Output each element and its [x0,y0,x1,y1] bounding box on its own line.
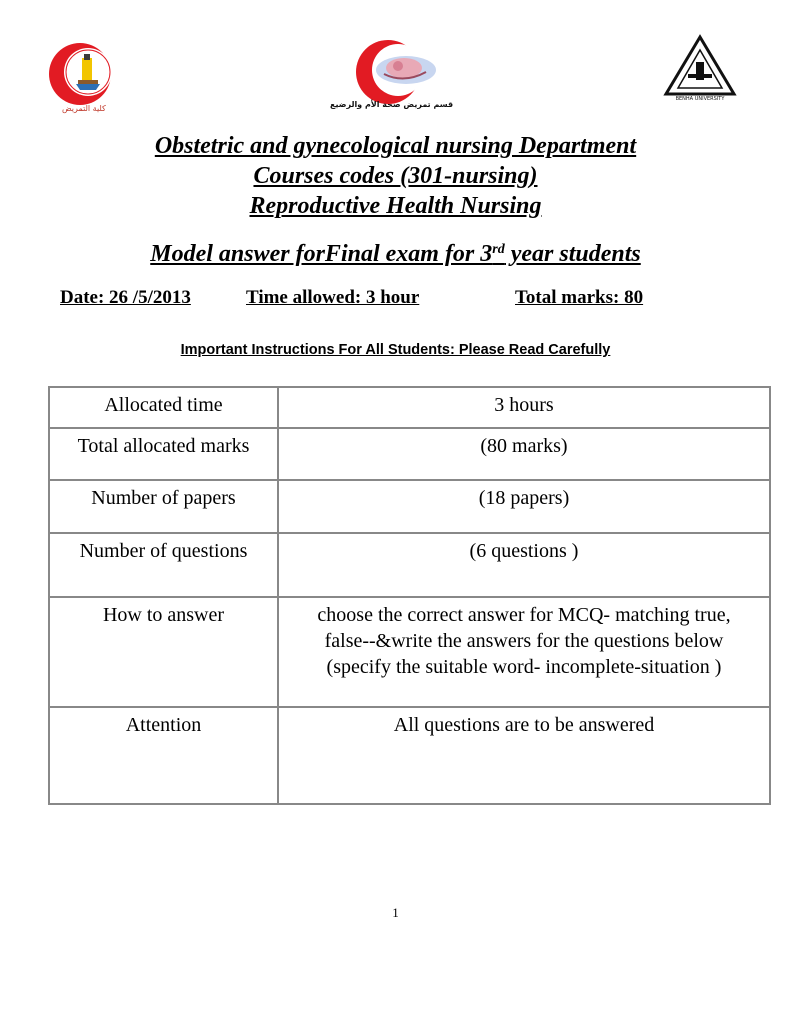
table-row-key: How to answer [49,597,278,707]
table-row-key: Allocated time [49,387,278,428]
right-logo-caption: BENHA UNIVERSITY [675,96,725,100]
time-allowed: Time allowed: 3 hour [246,287,420,308]
instructions-heading: Important Instructions For All Students: Please Read Carefully [180,342,611,358]
table-row [49,533,770,597]
table-row [49,480,770,533]
course-codes: Courses codes (301-nursing) [253,163,538,189]
table-row-value: All questions are to be answered [278,707,770,804]
table-row [49,597,770,707]
exam-heading-prefix: Model answer forFinal exam for 3 [150,241,493,267]
exam-heading-suffix: year students [504,241,641,267]
course-name: Reproductive Health Nursing [249,193,542,219]
left-logo-caption: كلية التمريض [62,104,106,113]
table-row-key: Number of papers [49,480,278,533]
table-row [49,428,770,480]
exam-heading-sup: rd [492,242,505,257]
table-row-value: 3 hours [278,387,770,428]
maternity-department-logo [340,36,452,108]
center-logo-caption: قسم تمريض صحة الأم والرضيع [330,100,454,109]
table-row-value: (80 marks) [278,428,770,480]
table-row-key: Total allocated marks [49,428,278,480]
exam-date: Date: 26 /5/2013 [60,287,191,308]
nursing-faculty-logo [40,38,122,112]
benha-university-logo [662,34,738,100]
table-row-value: choose the correct answer for MCQ- matching true, false--&write the answers for the questions below (specify the suitable word- incomplete-situation ) [278,597,770,707]
exam-info-table [48,386,771,805]
table-row [49,387,770,428]
exam-heading [0,240,791,268]
table-row [49,707,770,804]
table-row-value: (18 papers) [278,480,770,533]
table-row-key: Number of questions [49,533,278,597]
department-title: Obstetric and gynecological nursing Department [154,133,637,159]
page-number: 1 [392,905,399,920]
total-marks: Total marks: 80 [515,287,644,308]
table-row-value: (6 questions ) [278,533,770,597]
table-row-key: Attention [49,707,278,804]
